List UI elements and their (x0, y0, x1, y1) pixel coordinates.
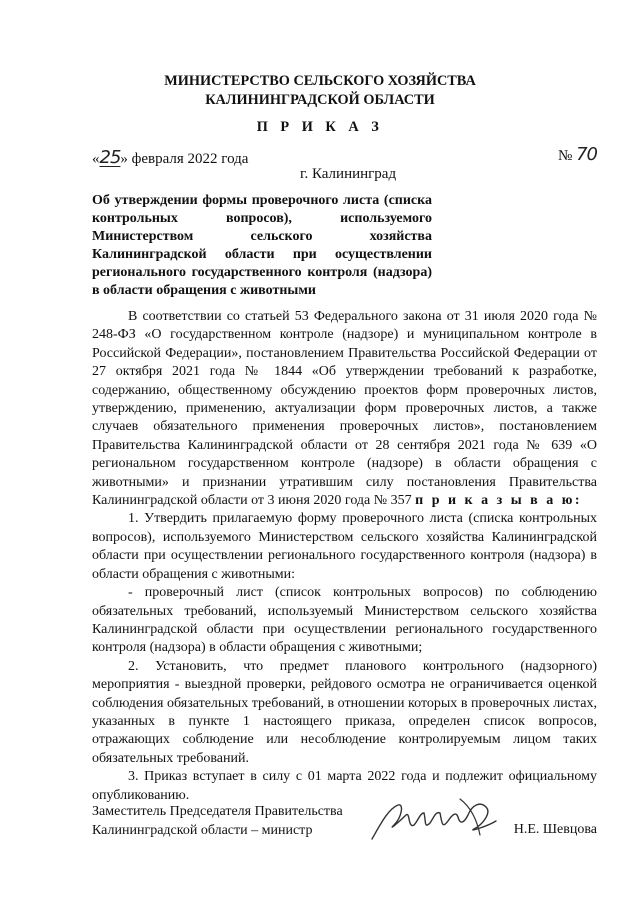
signatory-position (92, 803, 343, 840)
signatory-position-line1: Заместитель Председателя Правительства (92, 804, 343, 819)
signatory-name: Н.Е. Шевцова (513, 822, 597, 837)
document-type: П Р И К А З (256, 119, 384, 135)
order-title: Об утверждении формы проверочного листа (списка контрольных вопросов), используемого Министерством сельского хозяйства Калининградской области при осуществлении регионального государственного контроля (надзора) в области обращения с животными (92, 193, 432, 298)
item-1-sub-paragraph: - проверочный лист (список контрольных вопросов) по соблюдению обязательных требований, используемый Министерством сельского хозяйства Калининградской области при осуществлении регионального государственного контроля (надзора) в области обращения с животными; (92, 585, 597, 656)
ministry-name-line2: КАЛИНИНГРАДСКОЙ ОБЛАСТИ (205, 92, 435, 108)
city-line: г. Калининград (300, 166, 397, 182)
ministry-name-line1: МИНИСТЕРСТВО СЕЛЬСКОГО ХОЗЯЙСТВА (164, 73, 476, 89)
ministry-header (0, 72, 640, 110)
preamble-text: В соответствии со статьей 53 Федерального закона от 31 июля 2020 года № 248-ФЗ «О государственном контроле (надзоре) и муниципальном контроле в Российской Федерации», постановлением Правительства Российской Федерации от 27 октября 2021 года № 1844 «Об утверждении требований к разработке, содержанию, общественному обсуждению проектов форм проверочных листов, утверждению, применению, актуализации форм проверочных листов, а также случаев обязательного применения проверочных листов», постановлением Правительства Калининградской области от 28 сентября 2021 года № 639 «О региональном государственном контроле (надзоре) в области обращения с животными» и признании утратившим силу постановления Правительства Калининградской области от 3 июня 2020 года № 357 (92, 309, 597, 509)
signature-block (92, 803, 597, 853)
prikazyvayu-word: п р и к а з ы в а ю: (415, 493, 583, 509)
preamble-paragraph (92, 308, 597, 510)
date-month-year: » февраля 2022 года (120, 151, 249, 167)
date-open-quote: « (92, 151, 100, 167)
handwritten-signature (368, 795, 508, 845)
date-day-handwritten: 25 (99, 147, 121, 168)
number-handwritten: 70 (576, 144, 597, 165)
document-number (558, 144, 597, 165)
signatory-position-line2: Калининградской области – министр (92, 822, 313, 838)
number-label: № (558, 148, 573, 164)
order-body (92, 308, 597, 805)
item-2-paragraph: 2. Установить, что предмет планового контрольного (надзорного) мероприятия - выездной проверки, рейдового осмотра не ограничивается оценкой соблюдения обязательных требований, в отношении которых в проверочных листах, указанных в пункте 1 настоящего приказа, определен список вопросов, отражающих соблюдение или несоблюдение контролируемым лицом таких обязательных требований. (92, 658, 597, 766)
item-1-paragraph: 1. Утвердить прилагаемую форму проверочного листа (списка контрольных вопросов), используемого Министерством сельского хозяйства Калининградской области при осуществлении регионального государственного контроля (надзора) в области обращения с животными: (92, 511, 597, 582)
item-3-paragraph: 3. Приказ вступает в силу с 01 марта 2022 года и подлежит официальному опубликованию. (92, 769, 597, 803)
document-date (92, 147, 248, 168)
